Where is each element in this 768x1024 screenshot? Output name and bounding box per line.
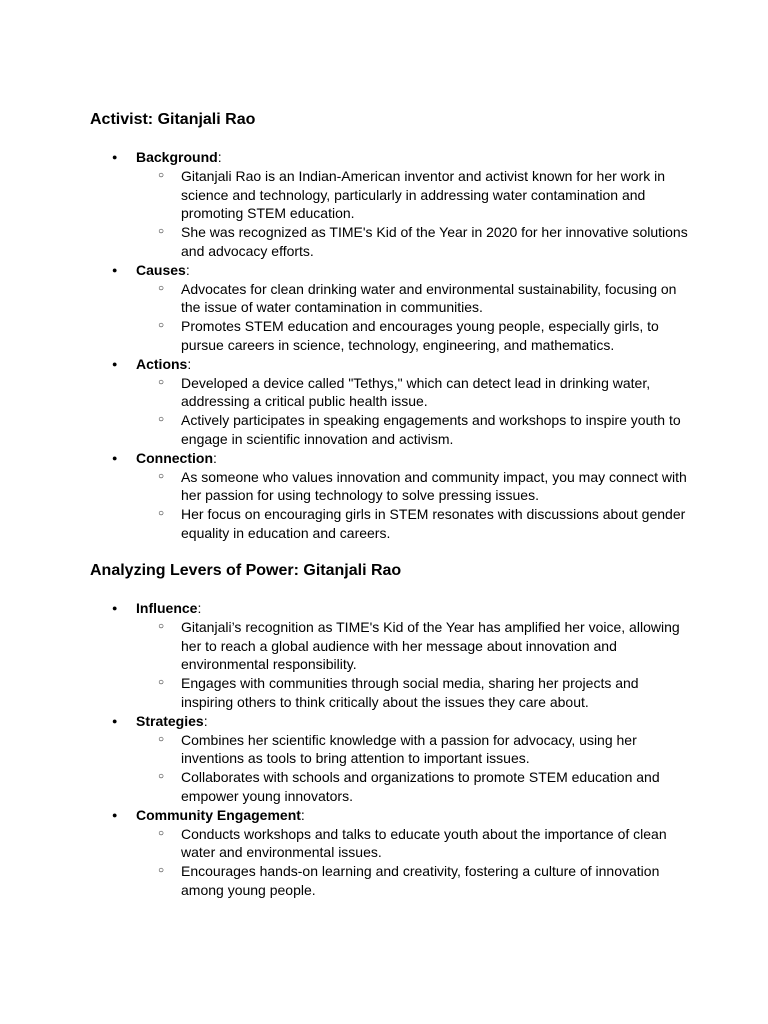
point-item: ○ Conducts workshops and talks to educate youth about the importance of clean water and environmental issues.	[136, 825, 690, 863]
category-label: Influence	[136, 600, 198, 616]
point-item: ○ Collaborates with schools and organizations to promote STEM education and empower young innovators.	[136, 768, 690, 806]
category-label: Actions	[136, 355, 188, 372]
point-list	[136, 825, 690, 900]
category-label: Community Engagement	[136, 806, 301, 823]
category-suffix: :	[197, 600, 202, 616]
category-list	[90, 599, 690, 900]
point-item: ○ Advocates for clean drinking water and environmental sustainability, focusing on the issue of water contamination in communities.	[136, 280, 690, 318]
category-suffix: :	[185, 261, 190, 278]
category-label: Causes	[136, 261, 186, 278]
point-item: ○ Actively participates in speaking engagements and workshops to inspire youth to engage in scientific innovation and activism.	[136, 411, 690, 449]
category-label: Strategies	[136, 712, 204, 729]
category-label: Background	[136, 149, 218, 165]
point-list	[136, 374, 690, 449]
point-item: ○ Developed a device called "Tethys," which can detect lead in drinking water, addressing a critical public health issue.	[136, 374, 690, 412]
point-item: ○ As someone who values innovation and community impact, you may connect with her passion for using technology to solve pressing issues.	[136, 468, 690, 506]
category-suffix: :	[187, 355, 192, 372]
point-list	[136, 167, 690, 261]
category-suffix: :	[300, 806, 305, 823]
point-item: ○ She was recognized as TIME's Kid of the Year in 2020 for her innovative solutions and advocacy efforts.	[136, 223, 690, 261]
point-item: ○ Her focus on encouraging girls in STEM resonates with discussions about gender equality in education and careers.	[136, 505, 690, 543]
category-suffix: :	[203, 712, 208, 729]
category-community-engagement	[90, 806, 690, 900]
category-strategies	[90, 712, 690, 806]
section-levers-of-power	[90, 561, 690, 900]
point-item: ○ Engages with communities through social media, sharing her projects and inspiring others to think critically about the issues they care about.	[136, 674, 690, 712]
section-title: Activist: Gitanjali Rao	[90, 111, 256, 128]
point-item: ○ Combines her scientific knowledge with a passion for advocacy, using her inventions as tools to bring attention to important issues.	[136, 731, 690, 769]
category-suffix: :	[213, 449, 217, 466]
point-item: ○ Gitanjali Rao is an Indian-American inventor and activist known for her work in science and technology, particularly in addressing water contamination and promoting STEM education.	[136, 167, 690, 223]
category-influence	[90, 599, 690, 712]
point-list	[136, 731, 690, 806]
section-title: Analyzing Levers of Power: Gitanjali Rao	[90, 562, 402, 579]
category-suffix: :	[217, 149, 222, 165]
point-list	[136, 280, 690, 355]
point-list	[136, 468, 690, 543]
point-item: ○ Promotes STEM education and encourages young people, especially girls, to pursue careers in science, technology, engineering, and mathematics.	[136, 317, 690, 355]
category-label: Connection	[136, 449, 213, 466]
category-background	[90, 148, 690, 261]
section-activist	[90, 110, 690, 543]
category-connection	[90, 449, 690, 543]
point-item: ○ Gitanjali’s recognition as TIME's Kid of the Year has amplified her voice, allowing her to reach a global audience with her message about innovation and environmental responsibility.	[136, 618, 690, 674]
category-causes	[90, 261, 690, 355]
category-actions	[90, 355, 690, 449]
category-list	[90, 148, 690, 543]
point-list	[136, 618, 690, 712]
point-item: ○ Encourages hands-on learning and creativity, fostering a culture of innovation among young people.	[136, 862, 690, 900]
